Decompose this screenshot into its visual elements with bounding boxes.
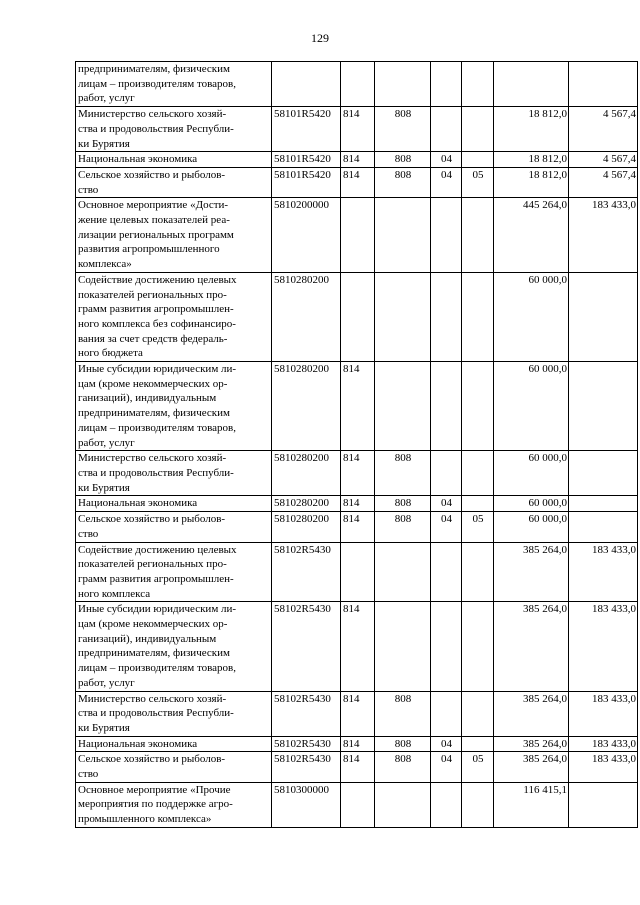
cell-name-line: комплекса»	[78, 258, 132, 271]
cell-sum-1: 18 812,0	[494, 107, 569, 152]
cell-vr: 05	[462, 512, 494, 542]
cell-name-line: предпринимателям, физическим	[78, 407, 230, 420]
table-row	[76, 152, 638, 168]
cell-name-line: лицам – производителям товаров,	[78, 662, 236, 675]
cell-name-line: показателей региональных про-	[78, 558, 227, 571]
cell-sum-1: 18 812,0	[494, 152, 569, 168]
cell-name	[76, 496, 272, 512]
cell-sum-1: 116 415,1	[494, 782, 569, 827]
cell-name-line: Министерство сельского хозяй-	[78, 692, 227, 705]
cell-sum-2: 183 433,0	[569, 691, 638, 736]
cell-vr	[462, 362, 494, 451]
cell-sum-2: 183 433,0	[569, 752, 638, 782]
cell-sum-1: 385 264,0	[494, 542, 569, 602]
cell-name-line: Основное мероприятие «Дости-	[78, 199, 229, 212]
table-row	[76, 272, 638, 361]
cell-name-line: ства и продовольствия Республи-	[78, 707, 234, 720]
cell-sum-1: 385 264,0	[494, 691, 569, 736]
cell-sum-1	[494, 62, 569, 107]
cell-rz: 808	[375, 752, 431, 782]
cell-name-line: ного бюджета	[78, 347, 143, 360]
cell-sum-2: 4 567,4	[569, 107, 638, 152]
cell-grbs: 814	[341, 752, 375, 782]
cell-vr	[462, 782, 494, 827]
cell-rz	[375, 782, 431, 827]
cell-name-line: ки Бурятия	[78, 721, 130, 734]
cell-name	[76, 691, 272, 736]
cell-sum-1: 60 000,0	[494, 451, 569, 496]
cell-name-line: мероприятия по поддержке агро-	[78, 798, 233, 811]
cell-name	[76, 107, 272, 152]
cell-rz: 808	[375, 691, 431, 736]
cell-name	[76, 752, 272, 782]
cell-rz: 808	[375, 451, 431, 496]
cell-sum-1: 60 000,0	[494, 512, 569, 542]
cell-sum-2	[569, 451, 638, 496]
cell-name-line: Национальная экономика	[78, 153, 198, 166]
cell-vr	[462, 198, 494, 273]
cell-pr	[431, 107, 462, 152]
cell-name-line: ства и продовольствия Республи-	[78, 466, 234, 479]
table-row	[76, 782, 638, 827]
cell-grbs: 814	[341, 362, 375, 451]
cell-target-code: 5810200000	[272, 198, 341, 273]
cell-vr	[462, 152, 494, 168]
cell-vr	[462, 736, 494, 752]
cell-grbs: 814	[341, 602, 375, 691]
cell-name	[76, 62, 272, 107]
cell-pr	[431, 451, 462, 496]
cell-grbs: 814	[341, 512, 375, 542]
cell-pr	[431, 362, 462, 451]
cell-name-line: Иные субсидии юридическим ли-	[78, 363, 237, 376]
cell-name-line: грамм развития агропромышлен-	[78, 303, 234, 316]
cell-grbs: 814	[341, 107, 375, 152]
cell-sum-2	[569, 272, 638, 361]
cell-name-line: Министерство сельского хозяй-	[78, 108, 227, 121]
table-row	[76, 62, 638, 107]
cell-name-line: грамм развития агропромышлен-	[78, 572, 234, 585]
cell-sum-2: 183 433,0	[569, 542, 638, 602]
cell-rz	[375, 542, 431, 602]
cell-name-line: Сельское хозяйство и рыболов-	[78, 513, 226, 526]
cell-rz	[375, 362, 431, 451]
cell-name-line: промышленного комплекса»	[78, 813, 212, 826]
cell-name-line: предпринимателям, физическим	[78, 647, 230, 660]
cell-target-code	[272, 62, 341, 107]
cell-pr	[431, 542, 462, 602]
cell-vr	[462, 542, 494, 602]
cell-name-line: Национальная экономика	[78, 737, 198, 750]
cell-pr: 04	[431, 496, 462, 512]
cell-target-code: 58102R5430	[272, 542, 341, 602]
cell-rz: 808	[375, 107, 431, 152]
table-row	[76, 362, 638, 451]
cell-sum-2	[569, 362, 638, 451]
cell-target-code: 5810280200	[272, 272, 341, 361]
cell-grbs	[341, 542, 375, 602]
cell-name-line: Иные субсидии юридическим ли-	[78, 603, 237, 616]
cell-sum-1: 385 264,0	[494, 602, 569, 691]
cell-sum-1: 60 000,0	[494, 362, 569, 451]
cell-vr: 05	[462, 167, 494, 197]
cell-sum-1: 60 000,0	[494, 272, 569, 361]
cell-target-code: 5810300000	[272, 782, 341, 827]
cell-pr	[431, 198, 462, 273]
cell-grbs	[341, 782, 375, 827]
cell-rz	[375, 198, 431, 273]
table-row	[76, 752, 638, 782]
budget-table	[75, 61, 638, 828]
cell-target-code: 58101R5420	[272, 152, 341, 168]
cell-rz: 808	[375, 512, 431, 542]
cell-name-line: развития агропромышленного	[78, 243, 220, 256]
cell-grbs: 814	[341, 167, 375, 197]
cell-name-line: Национальная экономика	[78, 497, 198, 510]
cell-name	[76, 451, 272, 496]
cell-pr	[431, 782, 462, 827]
cell-grbs: 814	[341, 736, 375, 752]
cell-target-code: 58101R5420	[272, 107, 341, 152]
cell-rz: 808	[375, 167, 431, 197]
cell-name-line: цам (кроме некоммерческих ор-	[78, 377, 228, 390]
cell-name-line: работ, услуг	[78, 436, 135, 449]
cell-grbs: 814	[341, 691, 375, 736]
cell-name	[76, 167, 272, 197]
cell-sum-2: 183 433,0	[569, 602, 638, 691]
cell-name-line: ки Бурятия	[78, 137, 130, 150]
cell-target-code: 58102R5430	[272, 752, 341, 782]
cell-name-line: Министерство сельского хозяй-	[78, 452, 227, 465]
cell-sum-2: 183 433,0	[569, 198, 638, 273]
cell-sum-2	[569, 782, 638, 827]
cell-name	[76, 736, 272, 752]
cell-vr	[462, 496, 494, 512]
cell-grbs	[341, 198, 375, 273]
cell-name-line: Сельское хозяйство и рыболов-	[78, 168, 226, 181]
cell-name	[76, 198, 272, 273]
cell-name-line: ганизаций), индивидуальным	[78, 392, 217, 405]
cell-target-code: 58102R5430	[272, 691, 341, 736]
table-row	[76, 496, 638, 512]
cell-sum-2	[569, 496, 638, 512]
cell-target-code: 58101R5420	[272, 167, 341, 197]
cell-pr: 04	[431, 752, 462, 782]
cell-pr	[431, 602, 462, 691]
cell-vr	[462, 451, 494, 496]
cell-name-line: ганизаций), индивидуальным	[78, 632, 217, 645]
table-row	[76, 542, 638, 602]
cell-vr: 05	[462, 752, 494, 782]
table-row	[76, 451, 638, 496]
cell-rz: 808	[375, 496, 431, 512]
cell-rz	[375, 602, 431, 691]
cell-name-line: работ, услуг	[78, 676, 135, 689]
cell-name	[76, 782, 272, 827]
cell-grbs: 814	[341, 152, 375, 168]
cell-pr	[431, 691, 462, 736]
cell-target-code: 58102R5430	[272, 602, 341, 691]
table-row	[76, 512, 638, 542]
cell-name-line: показателей региональных про-	[78, 288, 227, 301]
cell-rz: 808	[375, 736, 431, 752]
cell-rz: 808	[375, 152, 431, 168]
cell-vr	[462, 107, 494, 152]
cell-name-line: Содействие достижению целевых	[78, 543, 237, 556]
cell-name-line: ство	[78, 527, 99, 540]
cell-name-line: ство	[78, 768, 99, 781]
cell-name-line: Сельское хозяйство и рыболов-	[78, 753, 226, 766]
cell-target-code: 5810280200	[272, 512, 341, 542]
cell-name-line: работ, услуг	[78, 92, 135, 105]
cell-name-line: вания за счет средств федераль-	[78, 332, 228, 345]
cell-grbs	[341, 272, 375, 361]
cell-pr: 04	[431, 512, 462, 542]
cell-name-line: Основное мероприятие «Прочие	[78, 783, 231, 796]
cell-name-line: ство	[78, 183, 99, 196]
cell-vr	[462, 602, 494, 691]
cell-name	[76, 152, 272, 168]
cell-sum-1: 385 264,0	[494, 736, 569, 752]
cell-name-line: жение целевых показателей реа-	[78, 214, 230, 227]
cell-target-code: 58102R5430	[272, 736, 341, 752]
cell-sum-1: 445 264,0	[494, 198, 569, 273]
table-row	[76, 198, 638, 273]
cell-sum-1: 18 812,0	[494, 167, 569, 197]
cell-sum-2: 183 433,0	[569, 736, 638, 752]
cell-name	[76, 272, 272, 361]
page-number: 129	[311, 31, 329, 45]
cell-pr: 04	[431, 152, 462, 168]
table-body	[76, 62, 638, 828]
cell-rz	[375, 272, 431, 361]
cell-sum-2	[569, 512, 638, 542]
cell-name-line: предпринимателям, физическим	[78, 63, 230, 75]
cell-name-line: лизации региональных программ	[78, 228, 234, 241]
cell-grbs: 814	[341, 496, 375, 512]
cell-pr	[431, 62, 462, 107]
table-row	[76, 736, 638, 752]
cell-pr: 04	[431, 736, 462, 752]
cell-grbs	[341, 62, 375, 107]
cell-target-code: 5810280200	[272, 451, 341, 496]
cell-name-line: лицам – производителям товаров,	[78, 77, 236, 90]
cell-name	[76, 542, 272, 602]
cell-vr	[462, 272, 494, 361]
cell-vr	[462, 691, 494, 736]
cell-name-line: ного комплекса	[78, 587, 151, 600]
cell-rz	[375, 62, 431, 107]
cell-name-line: ного комплекса без софинансиро-	[78, 317, 236, 330]
cell-name-line: цам (кроме некоммерческих ор-	[78, 618, 228, 631]
cell-name-line: лицам – производителям товаров,	[78, 421, 236, 434]
table-row	[76, 691, 638, 736]
cell-name-line: ства и продовольствия Республи-	[78, 122, 234, 135]
table-row	[76, 107, 638, 152]
cell-pr: 04	[431, 167, 462, 197]
cell-sum-2: 4 567,4	[569, 152, 638, 168]
cell-name-line: Содействие достижению целевых	[78, 273, 237, 286]
table-row	[76, 602, 638, 691]
cell-target-code: 5810280200	[272, 362, 341, 451]
table-row	[76, 167, 638, 197]
cell-target-code: 5810280200	[272, 496, 341, 512]
cell-sum-2	[569, 62, 638, 107]
cell-sum-1: 385 264,0	[494, 752, 569, 782]
cell-pr	[431, 272, 462, 361]
cell-name-line: ки Бурятия	[78, 481, 130, 494]
cell-grbs: 814	[341, 451, 375, 496]
cell-sum-2: 4 567,4	[569, 167, 638, 197]
cell-name	[76, 602, 272, 691]
cell-sum-1: 60 000,0	[494, 496, 569, 512]
cell-name	[76, 512, 272, 542]
cell-vr	[462, 62, 494, 107]
cell-name	[76, 362, 272, 451]
